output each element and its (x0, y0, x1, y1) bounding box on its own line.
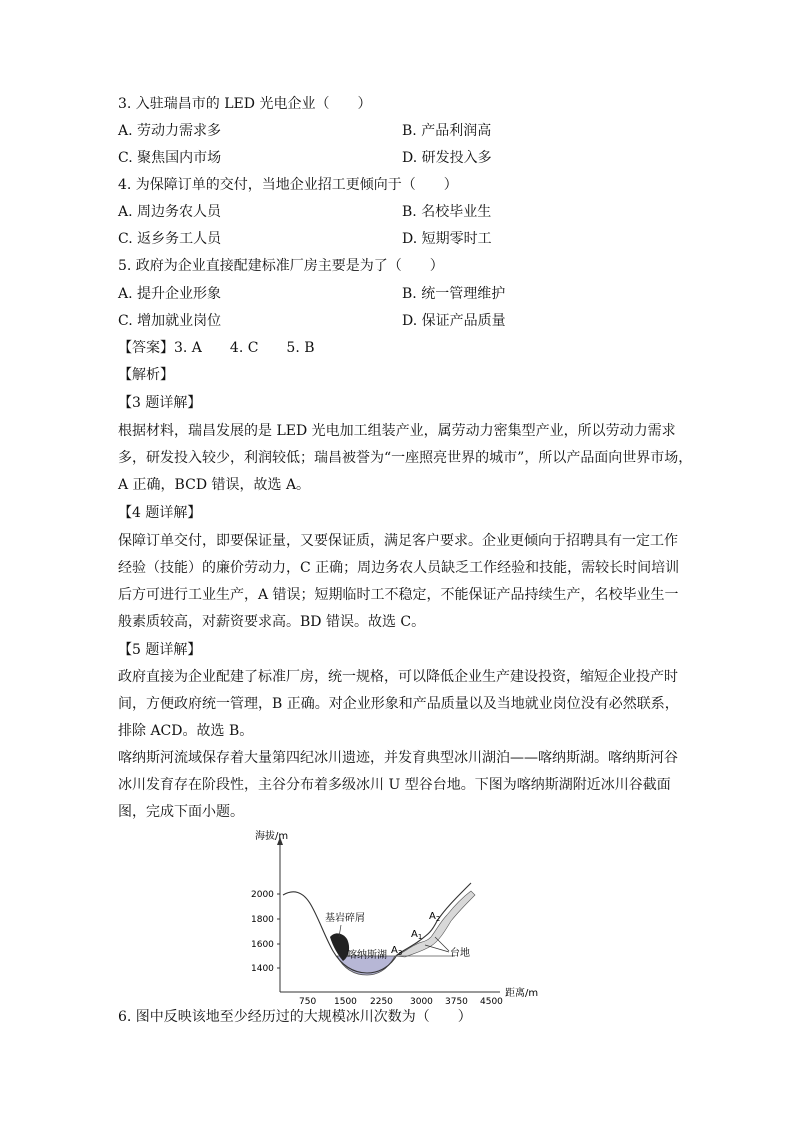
q4-detail-text (118, 528, 686, 636)
q4-detail-line: 保障订单交付，即要保证量，又要保证质，满足客户要求。企业更倾向于招聘具有一定工作 (118, 533, 678, 549)
intro-text (118, 745, 686, 826)
q3-option-c: C. 聚焦国内市场 (118, 150, 222, 166)
lake-label: 喀纳斯湖 (347, 950, 387, 961)
analysis-heading: 【解析】 (118, 367, 174, 383)
q5-detail-line: 间，方便政府统一管理，B 正确。对企业形象和产品质量以及当地就业岗位没有必然联系， (118, 696, 679, 712)
intro-line: 图，完成下面小题。 (118, 804, 244, 820)
terrace-a1-label: $A_1$ (411, 929, 423, 941)
q3-detail-line: A 正确，BCD 错误，故选 A。 (118, 477, 311, 493)
q4-detail-heading: 【4 题详解】 (118, 505, 202, 521)
x-tick-label: 750 (299, 997, 317, 1005)
terrace-leader (435, 937, 449, 951)
bedrock-debris-label: 基岩碎屑 (325, 913, 365, 924)
q4-option-a: A. 周边务农人员 (118, 204, 222, 220)
q4-option-b: B. 名校毕业生 (402, 204, 492, 220)
glacier-valley-cross-section-figure (245, 825, 555, 1005)
question-5-stem: 5. 政府为企业直接配建标准厂房主要是为了（ ） (118, 258, 444, 274)
q3-detail-line: 根据材料，瑞昌发展的是 LED 光电加工组装产业，属劳动力密集型产业，所以劳动力需求 (118, 423, 676, 439)
y-tick-label: 1400 (251, 964, 274, 974)
y-tick-label: 1800 (251, 915, 274, 925)
q4-option-d: D. 短期零时工 (402, 231, 492, 247)
q3-option-a: A. 劳动力需求多 (118, 123, 222, 139)
intro-line: 喀纳斯河流域保存着大量第四纪冰川遗迹，并发育典型冰川湖泊——喀纳斯湖。喀纳斯河谷 (118, 750, 678, 766)
terrace-leader (425, 945, 449, 952)
terrace-a3-label: $A_3$ (391, 945, 403, 957)
question-6-stem: 6. 图中反映该地至少经历过的大规模冰川次数为（ ） (118, 1009, 472, 1025)
q4-detail-line: 后方可进行工业生产，A 错误；短期临时工不稳定，不能保证产品持续生产，名校毕业生一 (118, 587, 679, 603)
y-tick-label: 2000 (251, 890, 274, 900)
terrace-label: 台地 (450, 948, 470, 959)
y-axis-label: 海拔/m (255, 831, 289, 842)
x-tick-label: 2250 (370, 997, 393, 1005)
q5-detail-text (118, 664, 686, 745)
terrace-a2-label: $A_2$ (429, 911, 441, 923)
q3-detail-text (118, 418, 693, 499)
y-tick-label: 1600 (251, 940, 274, 950)
q5-option-c: C. 增加就业岗位 (118, 313, 222, 329)
q3-detail-heading: 【3 题详解】 (118, 395, 202, 411)
q4-option-c: C. 返乡务工人员 (118, 231, 222, 247)
x-tick-label: 3750 (445, 997, 468, 1005)
q5-option-b: B. 统一管理维护 (402, 286, 506, 302)
q4-detail-line: 般素质较高，对薪资要求高。BD 错误。故选 C。 (118, 614, 426, 630)
q5-option-a: A. 提升企业形象 (118, 286, 222, 302)
q5-detail-heading: 【5 题详解】 (118, 642, 202, 658)
q3-detail-line: 多，研发投入较少，利润较低；瑞昌被誉为“一座照亮世界的城市”，所以产品面向世界市场， (118, 450, 693, 466)
intro-line: 冰川发育存在阶段性，主谷分布着多级冰川 U 型谷台地。下图为喀纳斯湖附近冰川谷截面 (118, 777, 671, 793)
question-3-stem: 3. 入驻瑞昌市的 LED 光电企业（ ） (118, 96, 372, 112)
question-4-stem: 4. 为保障订单的交付，当地企业招工更倾向于（ ） (118, 177, 458, 193)
q3-option-d: D. 研发投入多 (402, 150, 492, 166)
answer-line: 【答案】3. A 4. C 5. B (118, 340, 315, 356)
q5-detail-line: 政府直接为企业配建了标准厂房，统一规格，可以降低企业生产建设投资，缩短企业投产时 (118, 669, 678, 685)
q5-option-d: D. 保证产品质量 (402, 313, 506, 329)
x-tick-label: 3000 (410, 997, 433, 1005)
x-tick-label: 4500 (480, 997, 503, 1005)
x-tick-label: 1500 (334, 997, 357, 1005)
x-axis-label: 距离/m (505, 988, 539, 999)
q4-detail-line: 经验（技能）的廉价劳动力，C 正确；周边务农人员缺乏工作经验和技能，需较长时间培训 (118, 560, 680, 576)
q3-option-b: B. 产品利润高 (402, 123, 492, 139)
q5-detail-line: 排除 ACD。故选 B。 (118, 723, 254, 739)
